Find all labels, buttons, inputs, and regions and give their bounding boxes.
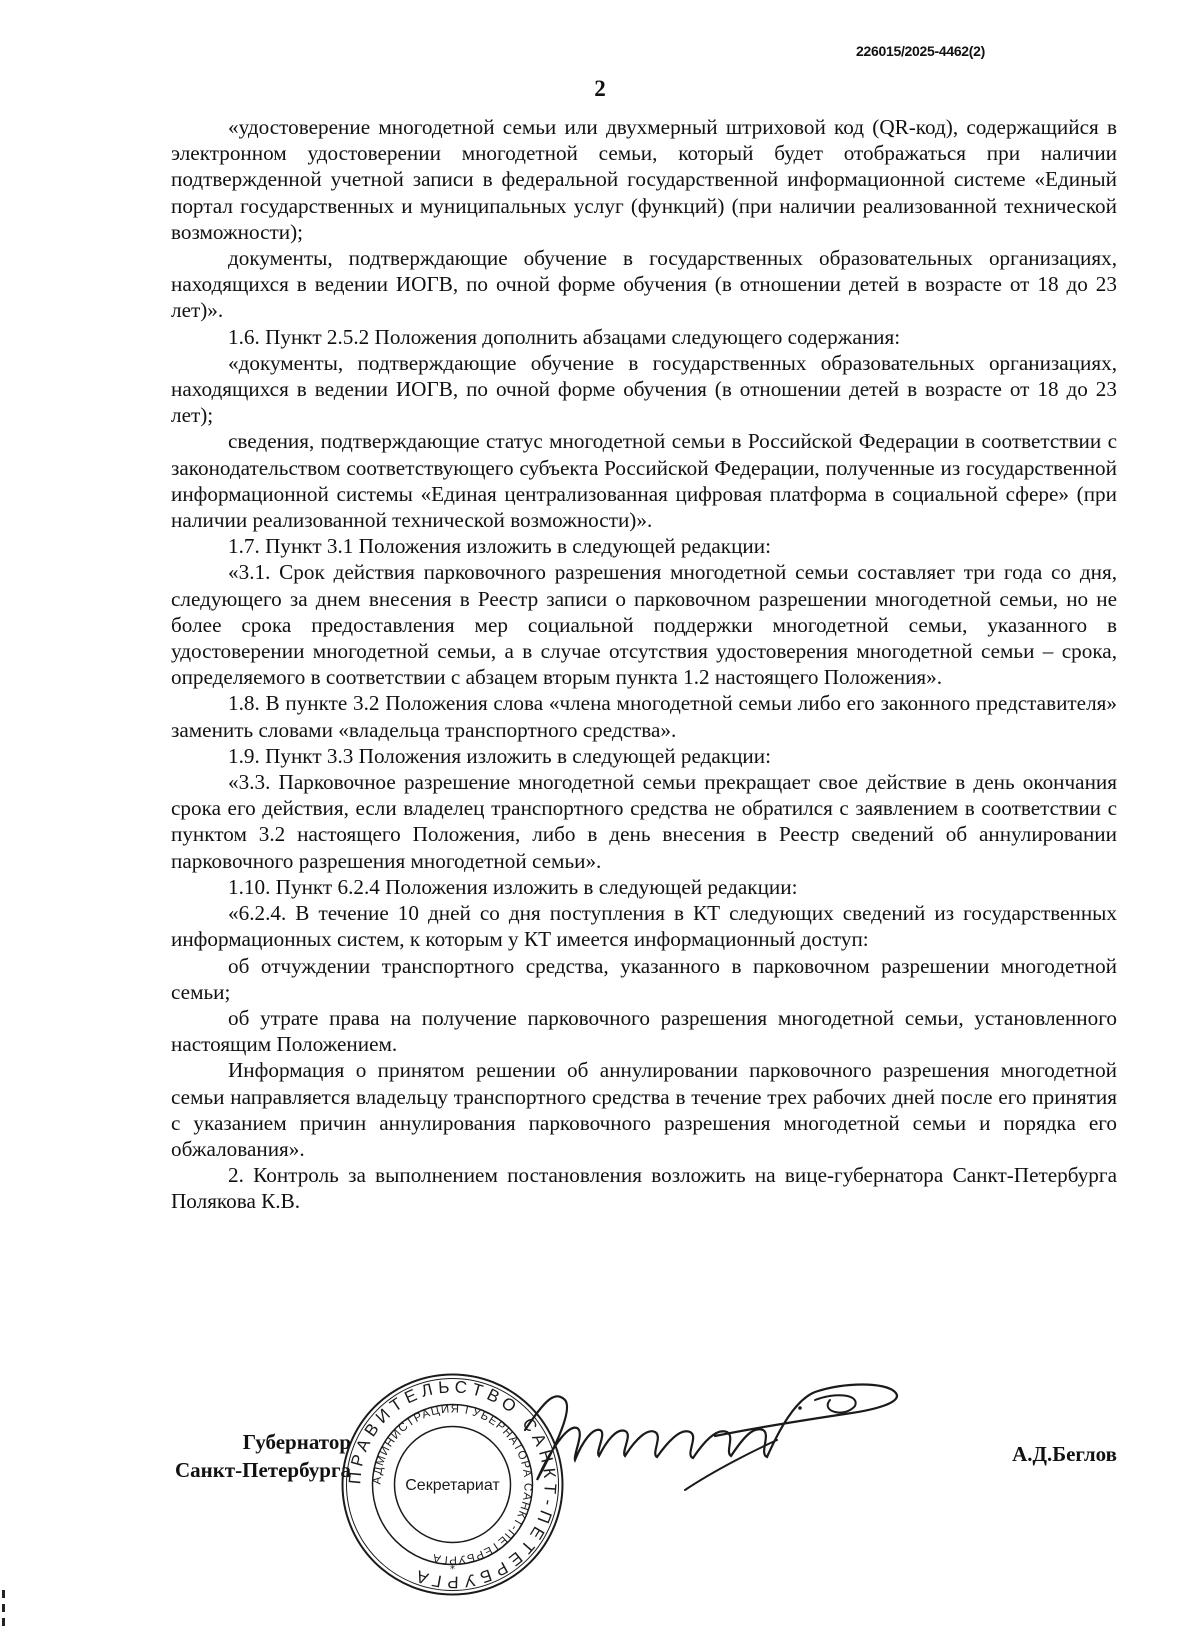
paragraph: «6.2.4. В течение 10 дней со дня поступления в КТ следующих сведений из государственных информационных систем, к которым у КТ имеется информационный доступ: [171, 901, 1117, 952]
scan-edge-mark [2, 1618, 5, 1626]
paragraph: 1.10. Пункт 6.2.4 Положения изложить в следующей редакции: [228, 874, 798, 899]
scan-edge-mark [2, 1604, 5, 1612]
document-body [171, 114, 1117, 1215]
paragraph: об отчуждении транспортного средства, указанного в парковочном разрешении многодетной семьи; [171, 953, 1117, 1004]
paragraph: документы, подтверждающие обучение в государственных образовательных организациях, находящихся в ведении ИОГВ, по очной форме обучения (в отношении детей в возрасте от 18 до 23 лет)». [171, 246, 1117, 323]
paragraph: «3.1. Срок действия парковочного разрешения многодетной семьи составляет три года со дня, следующего за днем внесения в Реестр записи о парковочном разрешении многодетной семьи, но не более срока предоставления мер социальной поддержки многодетной семьи, указанного в удостоверении многодетной семьи, а в случае отсутствия удостоверения многодетной семьи – срока, определяемого в соответствии с абзацем вторым пункта 1.2 настоящего Положения». [171, 560, 1117, 690]
signer-name: А.Д.Беглов [1012, 1442, 1117, 1466]
svg-text:*: * [450, 1564, 455, 1575]
stamp-inner-text: АДМИНИСТРАЦИЯ ГУБЕРНАТОРА САНКТ-ПЕТЕРБУРГА [371, 1403, 534, 1566]
paragraph: «документы, подтверждающие обучение в государственных образовательных организациях, находящихся в ведении ИОГВ, по очной форме обучения (в отношении детей в возрасте от 18 до 23 лет); [171, 350, 1117, 428]
stamp-center-text: Секретариат [405, 1477, 500, 1494]
paragraph: «удостоверение многодетной семьи или двухмерный штриховой код (QR-код), содержащийся в электронном удостоверении многодетной семьи, который будет отображаться при наличии подтвержденной учетной записи в федеральной государственной информационной системе «Единый портал государственных и муниципальных услуг (функций) (при наличии реализованной технической возможности); [171, 115, 1117, 244]
paragraph: 1.9. Пункт 3.3 Положения изложить в следующей редакции: [228, 743, 772, 768]
signer-title-line2: Санкт-Петербурга [174, 1458, 351, 1482]
paragraph: сведения, подтверждающие статус многодетной семьи в Российской Федерации в соответствии с законодательством соответствующего субъекта Российской Федерации, полученные из государственной информационной системы «Единая централизованная цифровая платформа в социальной сфере» (при наличии реализованной технической возможности)». [171, 429, 1117, 533]
stamp-outer-text: ПРАВИТЕЛЬСТВО САНКТ-ПЕТЕРБУРГА [345, 1377, 560, 1592]
handwritten-signature [515, 1370, 915, 1495]
signer-title-line1: Губернатор [242, 1430, 351, 1454]
paragraph: 1.8. В пункте 3.2 Положения слова «члена многодетной семьи либо его законного представителя» заменить словами «владельца транспортного средства». [171, 691, 1117, 742]
paragraph: 1.6. Пункт 2.5.2 Положения дополнить абзацами следующего содержания: [228, 324, 901, 349]
scan-edge-mark [2, 1590, 5, 1598]
doc-number: 226015/2025-4462(2) [856, 43, 985, 59]
paragraph: 1.7. Пункт 3.1 Положения изложить в следующей редакции: [228, 534, 772, 559]
paragraph: об утрате права на получение парковочного разрешения многодетной семьи, установленного настоящим Положением. [171, 1005, 1117, 1057]
signer-title [171, 1428, 351, 1484]
page-number: 2 [594, 76, 606, 101]
paragraph: 2. Контроль за выполнением постановления возложить на вице-губернатора Санкт-Петербурга Полякова К.В. [171, 1163, 1117, 1214]
paragraph: «3.3. Парковочное разрешение многодетной семьи прекращает свое действие в день окончания срока его действия, если владелец транспортного средства не обратился с заявлением в соответствии с пунктом 3.2 настоящего Положения, либо в день внесения в Реестр сведений об аннулировании парковочного разрешения многодетной семьи». [171, 770, 1117, 873]
paragraph: Информация о принятом решении об аннулировании парковочного разрешения многодетной семьи направляется владельцу транспортного средства в течение трех рабочих дней после его принятия с указанием причин аннулирования парковочного разрешения многодетной семьи и порядка его обжалования». [171, 1058, 1117, 1161]
